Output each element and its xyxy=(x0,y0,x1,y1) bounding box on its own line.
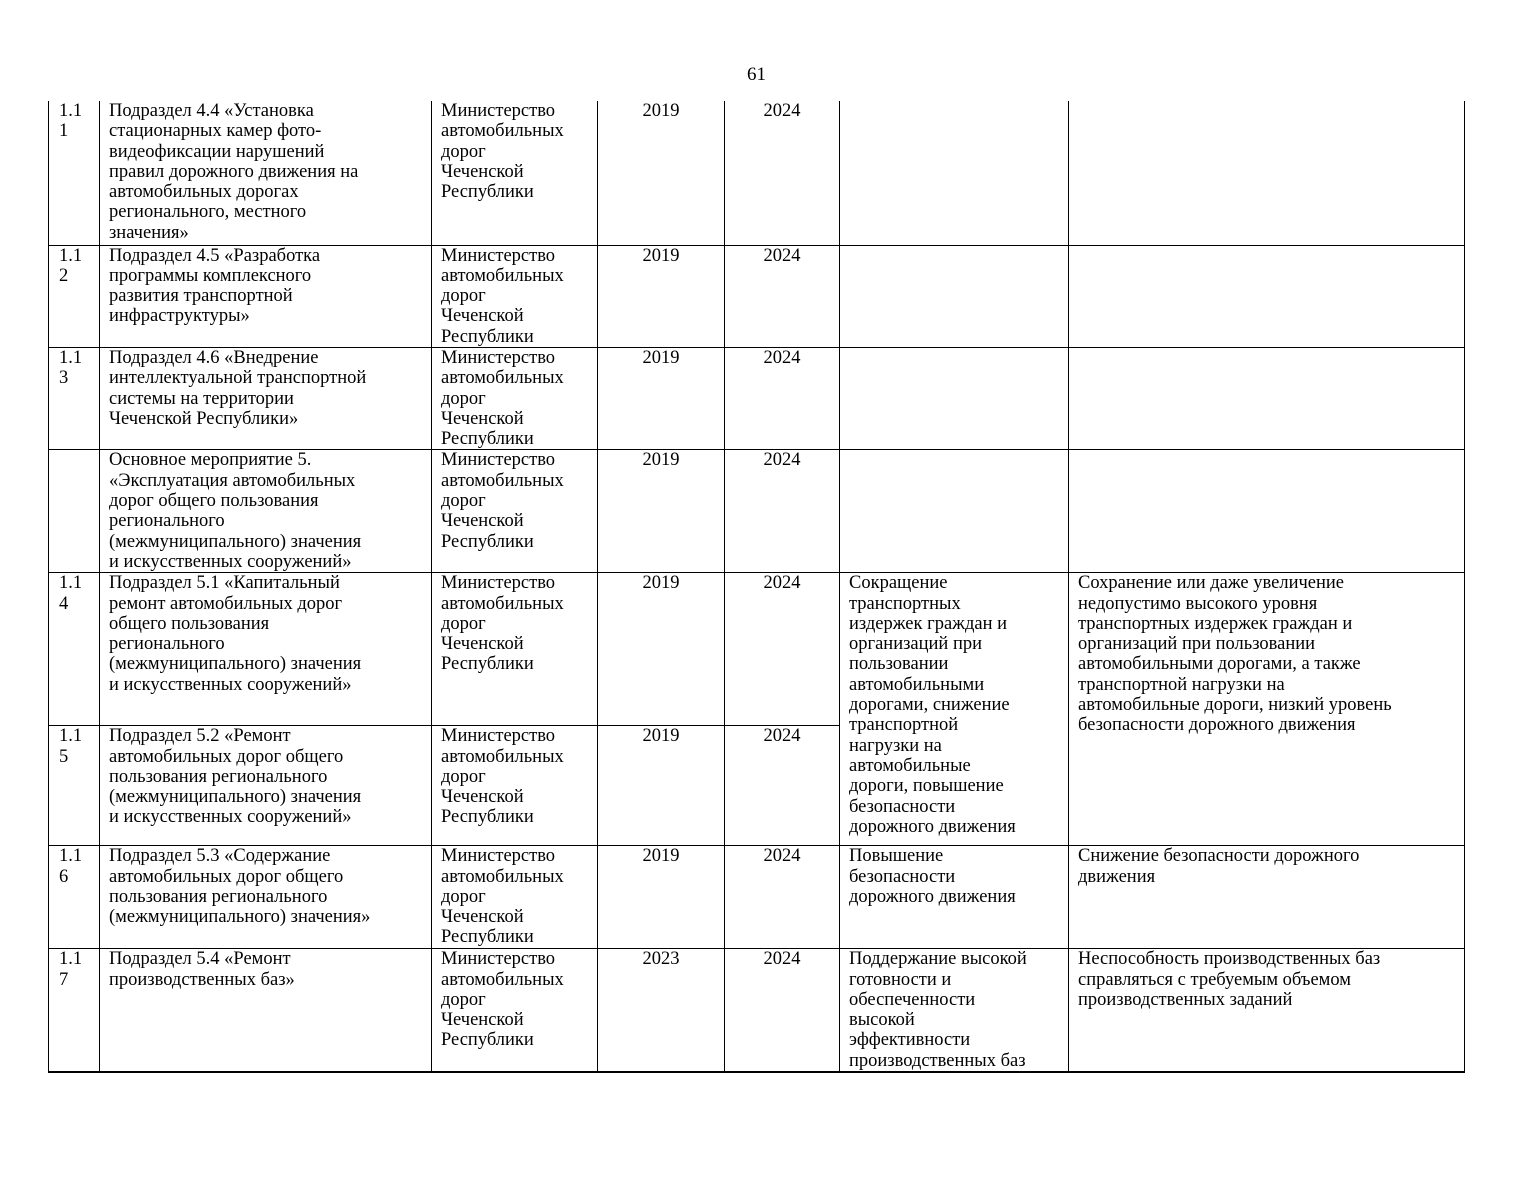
non-implementation-consequence: Неспособность производственных баз справляться с требуемым объемом производственных заданий xyxy=(1069,949,1465,1072)
expected-result: Поддержание высокой готовности и обеспеченности высокой эффективности производственных баз xyxy=(840,949,1069,1072)
non-implementation-consequence xyxy=(1069,245,1465,347)
executor: Министерство автомобильных дорог Чеченской Республики xyxy=(432,450,598,573)
measure-name: Подраздел 4.5 «Разработка программы комплексного развития транспортной инфраструктуры» xyxy=(100,245,432,347)
non-implementation-consequence xyxy=(1069,450,1465,573)
table-row xyxy=(49,450,1465,573)
measure-name: Подраздел 5.1 «Капитальный ремонт автомобильных дорог общего пользования регионального (межмуниципального) значения и искусственных сооружений» xyxy=(100,573,432,726)
page-number: 61 xyxy=(747,64,766,85)
end-year: 2024 xyxy=(725,245,840,347)
start-year: 2019 xyxy=(598,245,725,347)
executor: Министерство автомобильных дорог Чеченской Республики xyxy=(432,573,598,726)
row-number: 1.1 7 xyxy=(49,949,100,1072)
end-year: 2024 xyxy=(725,846,840,949)
end-year: 2024 xyxy=(725,101,840,245)
non-implementation-consequence: Снижение безопасности дорожного движения xyxy=(1069,846,1465,949)
executor: Министерство автомобильных дорог Чеченской Республики xyxy=(432,101,598,245)
start-year: 2019 xyxy=(598,101,725,245)
row-number: 1.1 6 xyxy=(49,846,100,949)
table-row xyxy=(49,846,1465,949)
non-implementation-consequence xyxy=(1069,347,1465,449)
executor: Министерство автомобильных дорог Чеченской Республики xyxy=(432,726,598,846)
expected-result xyxy=(840,450,1069,573)
table-row xyxy=(49,949,1465,1072)
row-number: 1.1 4 xyxy=(49,573,100,726)
executor: Министерство автомобильных дорог Чеченской Республики xyxy=(432,949,598,1072)
start-year: 2019 xyxy=(598,573,725,726)
non-implementation-consequence xyxy=(1069,101,1465,245)
start-year: 2019 xyxy=(598,450,725,573)
measure-name: Подраздел 4.6 «Внедрение интеллектуальной транспортной системы на территории Чеченской Республики» xyxy=(100,347,432,449)
row-number: 1.1 2 xyxy=(49,245,100,347)
end-year: 2024 xyxy=(725,949,840,1072)
expected-result xyxy=(840,101,1069,245)
measure-name: Подраздел 5.4 «Ремонт производственных баз» xyxy=(100,949,432,1072)
measures-table xyxy=(48,101,1465,1073)
start-year: 2023 xyxy=(598,949,725,1072)
table-row xyxy=(49,101,1465,245)
end-year: 2024 xyxy=(725,726,840,846)
start-year: 2019 xyxy=(598,846,725,949)
executor: Министерство автомобильных дорог Чеченской Республики xyxy=(432,245,598,347)
row-number: 1.1 3 xyxy=(49,347,100,449)
start-year: 2019 xyxy=(598,347,725,449)
measure-name: Основное мероприятие 5. «Эксплуатация автомобильных дорог общего пользования регионального (межмуниципального) значения и искусственных сооружений» xyxy=(100,450,432,573)
end-year: 2024 xyxy=(725,450,840,573)
row-number: 1.1 1 xyxy=(49,101,100,245)
non-implementation-consequence: Сохранение или даже увеличение недопустимо высокого уровня транспортных издержек граждан и организаций при пользовании автомобильными дорогами, а также транспортной нагрузки на автомобильные дороги, низкий уровень безопасности дорожного движения xyxy=(1069,573,1465,846)
measure-name: Подраздел 4.4 «Установка стационарных камер фото- видеофиксации нарушений правил дорожного движения на автомобильных дорогах регионального, местного значения» xyxy=(100,101,432,245)
expected-result xyxy=(840,245,1069,347)
executor: Министерство автомобильных дорог Чеченской Республики xyxy=(432,347,598,449)
start-year: 2019 xyxy=(598,726,725,846)
executor: Министерство автомобильных дорог Чеченской Республики xyxy=(432,846,598,949)
table-row xyxy=(49,245,1465,347)
measure-name: Подраздел 5.3 «Содержание автомобильных дорог общего пользования регионального (межмуниципального) значения» xyxy=(100,846,432,949)
table-row xyxy=(49,573,1465,726)
row-number xyxy=(49,450,100,573)
end-year: 2024 xyxy=(725,347,840,449)
expected-result xyxy=(840,347,1069,449)
end-year: 2024 xyxy=(725,573,840,726)
expected-result: Повышение безопасности дорожного движения xyxy=(840,846,1069,949)
measure-name: Подраздел 5.2 «Ремонт автомобильных дорог общего пользования регионального (межмуниципального) значения и искусственных сооружений» xyxy=(100,726,432,846)
expected-result: Сокращение транспортных издержек граждан и организаций при пользовании автомобильными дорогами, снижение транспортной нагрузки на автомобильные дороги, повышение безопасности дорожного движения xyxy=(840,573,1069,846)
table-row xyxy=(49,347,1465,449)
row-number: 1.1 5 xyxy=(49,726,100,846)
